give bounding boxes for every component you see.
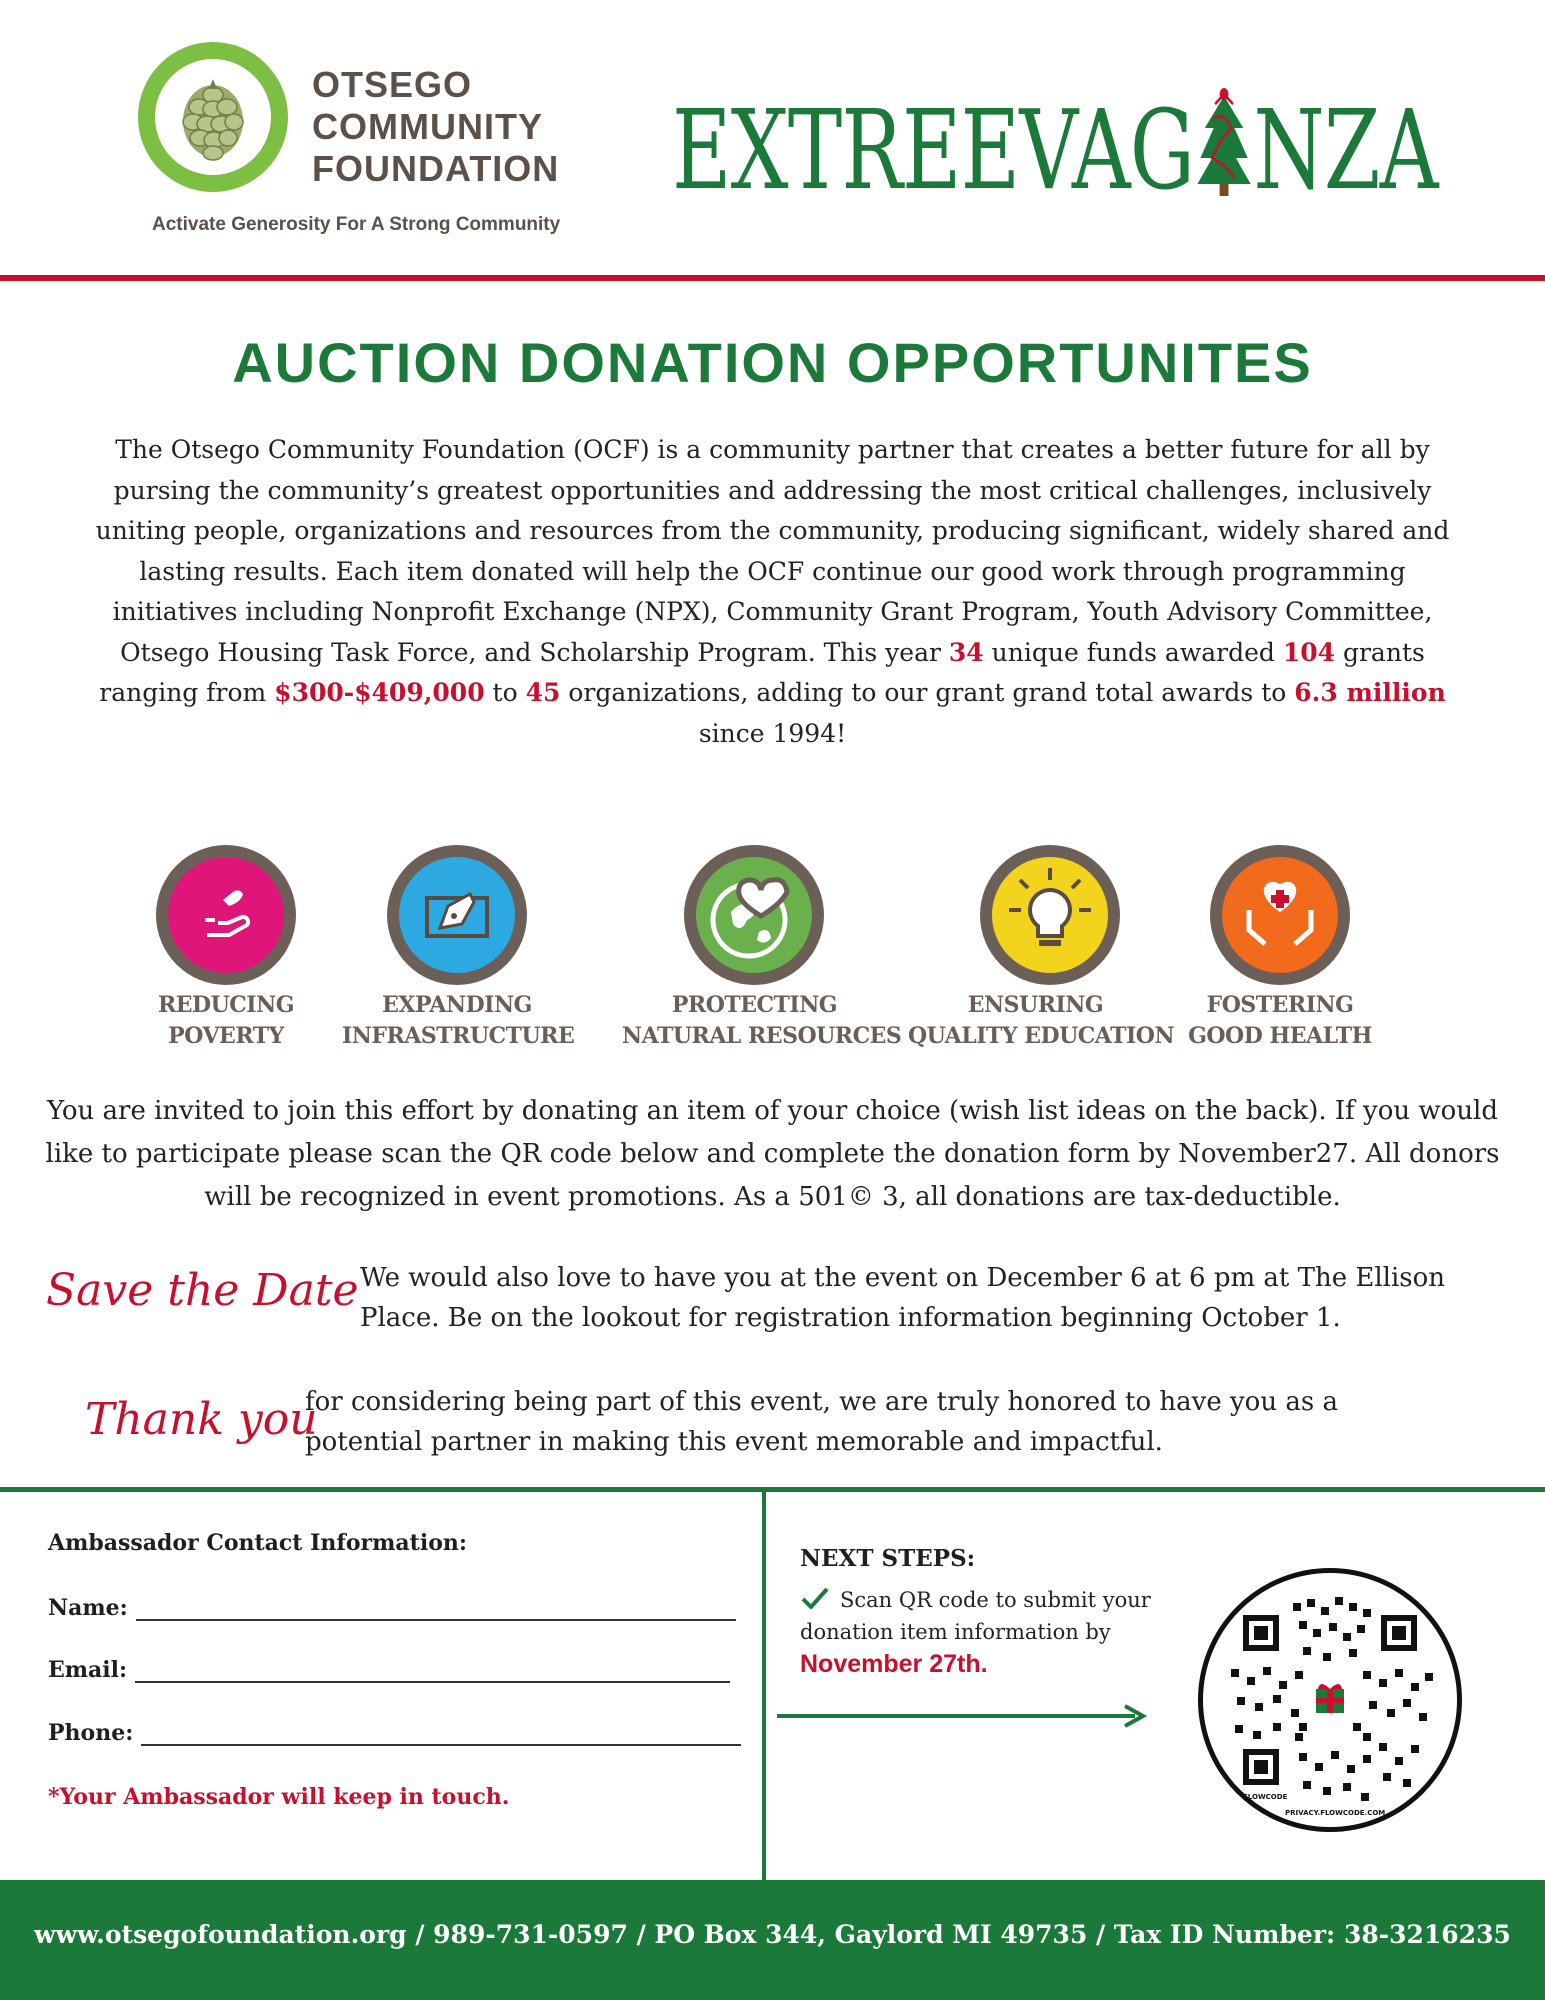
- pinecone-icon: [155, 59, 271, 175]
- thank-you-script: Thank you: [85, 1394, 318, 1445]
- qr-label-bottom: PRIVACY.FLOWCODE.COM: [1285, 1809, 1386, 1817]
- arrow-right-icon: [775, 1704, 1150, 1728]
- org-name-line3: FOUNDATION: [312, 148, 560, 189]
- logo-ring: [138, 42, 288, 192]
- pillar-label-reducing-poverty: [136, 990, 316, 1052]
- intro-text-c: grants ranging from: [99, 637, 1425, 707]
- hands-heart-cross-icon: [1205, 840, 1355, 990]
- event-title-part2: NZA: [1253, 86, 1438, 214]
- vertical-divider: [762, 1490, 766, 1880]
- footer-contact-text: www.otsegofoundation.org / 989-731-0597 / PO Box 344, Gaylord MI 49735 / Tax ID Number: 38-3216235: [34, 1920, 1511, 1949]
- contact-title: Ambassador Contact Information:: [48, 1530, 467, 1556]
- name-field[interactable]: [48, 1595, 736, 1621]
- intro-grand-total: 6.3 million: [1294, 678, 1446, 707]
- pillar-expanding-infrastructure: [367, 840, 547, 990]
- pillar-label-line2: NATURAL RESOURCES: [622, 1023, 902, 1049]
- next-steps-text: Scan QR code to submit your donation item information by: [800, 1588, 1151, 1644]
- qr-label-left: FLOWCODE: [1243, 1793, 1288, 1801]
- save-the-date-text: We would also love to have you at the event on December 6 at 6 pm at The Ellison Place. Be on the lookout for registration information beginning October 1.: [360, 1263, 1446, 1333]
- name-label: Name:: [48, 1595, 128, 1621]
- org-name: [312, 64, 559, 190]
- pillar-label-line2: POVERTY: [168, 1023, 284, 1049]
- qr-code[interactable]: [1198, 1568, 1462, 1832]
- christmas-tree-icon: [1197, 88, 1250, 198]
- pillar-label-protecting-natural-resources: [622, 990, 902, 1052]
- intro-paragraph: [90, 430, 1455, 754]
- pillar-label-line1: EXPANDING: [382, 992, 532, 1018]
- checkmark-icon: [800, 1587, 830, 1609]
- email-field[interactable]: [48, 1657, 730, 1683]
- intro-text-d: to: [484, 678, 526, 707]
- pillar-label-fostering-good-health: [1180, 990, 1380, 1052]
- org-name-line2: COMMUNITY: [312, 106, 543, 147]
- email-label: Email:: [48, 1657, 128, 1683]
- intro-grants-count: 104: [1282, 637, 1336, 667]
- phone-input-line[interactable]: [141, 1722, 741, 1746]
- org-name-line1: OTSEGO: [312, 64, 473, 105]
- pillar-label-line1: ENSURING: [967, 992, 1104, 1018]
- globe-heart-icon: [679, 840, 829, 990]
- pillar-label-line2: INFRASTRUCTURE: [342, 1023, 575, 1049]
- page-heading: AUCTION DONATION OPPORTUNITES: [232, 331, 1313, 394]
- pen-nib-icon: [382, 840, 532, 990]
- intro-funds-count: 34: [948, 637, 984, 667]
- name-input-line[interactable]: [136, 1597, 736, 1621]
- pillar-label-ensuring-quality-education: [908, 990, 1175, 1052]
- green-divider: [0, 1487, 1545, 1492]
- thank-you-text: for considering being part of this event, we are truly honored to have you as a potential partner in making this event memorable and impactful.: [305, 1387, 1338, 1457]
- pillar-reducing-poverty: [136, 840, 316, 990]
- qr-code-icon: [1203, 1573, 1457, 1827]
- intro-text-b: unique funds awarded: [983, 637, 1283, 667]
- pillar-fostering-good-health: [1190, 840, 1370, 990]
- intro-grant-range: $300-$409,000: [274, 678, 485, 707]
- invite-paragraph: You are invited to join this effort by donating an item of your choice (wish list ideas on the back). If you would like to participate please scan the QR code below and complete the donation form by November27. All donors will be recognized in event promotions. As a 501© 3, all donations are tax-deductible.: [45, 1096, 1500, 1212]
- hand-heart-icon: [151, 840, 301, 990]
- red-divider: [0, 275, 1545, 281]
- pillar-protecting-natural-resources: [664, 840, 844, 990]
- event-title: [672, 86, 1438, 214]
- next-steps-date: November 27th.: [800, 1650, 988, 1678]
- pillar-ensuring-quality-education: [960, 840, 1140, 990]
- save-the-date-script: Save the Date: [46, 1265, 359, 1316]
- email-input-line[interactable]: [135, 1659, 730, 1683]
- intro-orgs-count: 45: [525, 678, 561, 707]
- pillar-label-line2: GOOD HEALTH: [1188, 1023, 1372, 1049]
- pillar-label-line1: PROTECTING: [671, 992, 838, 1018]
- event-title-part1: EXTREEVAG: [672, 86, 1195, 214]
- pillar-label-line2: QUALITY EDUCATION: [908, 1023, 1175, 1049]
- next-steps-body: [800, 1584, 1180, 1648]
- ambassador-note: *Your Ambassador will keep in touch.: [48, 1784, 510, 1810]
- intro-text-a: The Otsego Community Foundation (OCF) is a community partner that creates a better future for all by pursing the community’s greatest opportunities and addressing the most critical challenges, inclusively uniting people, organizations and resources from the community, producing significant, widely shared and lasting results. Each item donated will help the OCF continue our good work through programming initiatives including Nonprofit Exchange (NPX), Community Grant Program, Youth Advisory Committee, Otsego Housing Task Force, and Scholarship Program. This year: [95, 435, 1450, 667]
- pillar-label-line1: FOSTERING: [1206, 992, 1354, 1018]
- phone-field[interactable]: [48, 1720, 741, 1746]
- intro-text-f: since 1994!: [698, 718, 847, 748]
- next-steps-title: NEXT STEPS:: [800, 1545, 976, 1572]
- pillar-label-line1: REDUCING: [157, 992, 294, 1018]
- lightbulb-icon: [975, 840, 1125, 990]
- tagline: Activate Generosity For A Strong Community: [152, 214, 561, 235]
- phone-label: Phone:: [48, 1720, 134, 1746]
- pillar-label-expanding-infrastructure: [342, 990, 575, 1052]
- intro-text-e: organizations, adding to our grant grand total awards to: [560, 678, 1295, 707]
